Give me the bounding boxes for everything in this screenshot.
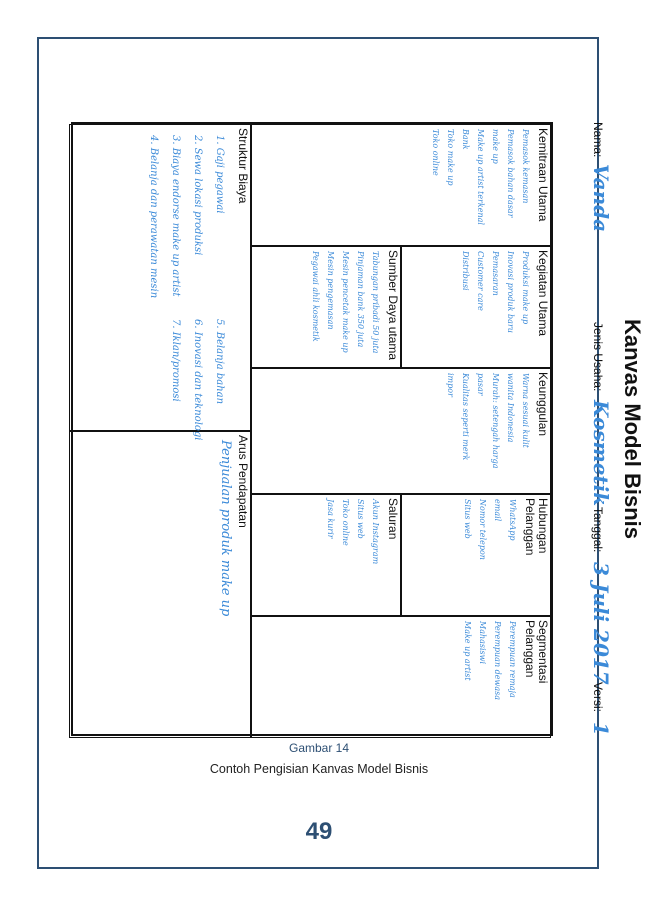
- canvas-grid: [71, 122, 553, 736]
- list-item: Pemasok kemasan: [521, 129, 530, 204]
- list-item: Customer care: [476, 251, 485, 311]
- list-item: Perempuan remaja: [508, 621, 517, 698]
- name-value: Vanda: [589, 164, 613, 233]
- list-item: Mesin pencetak make up: [341, 251, 350, 353]
- list-item: 7. Iklan/promosi: [170, 319, 181, 402]
- customer-relations-cell: [401, 494, 551, 616]
- key-partners-cell: [251, 124, 551, 246]
- list-item: Tabungan pribadi 50 juta: [371, 251, 380, 354]
- key-resources-heading: Sumber Daya utama: [386, 250, 400, 361]
- list-item: Kualitas seperti merk: [461, 373, 470, 461]
- list-item: impor: [446, 373, 455, 397]
- list-item: 3. Biaya endorse make up artist: [170, 135, 181, 297]
- business-value: Kosmetik: [589, 400, 613, 507]
- business-label: Jenis Usaha:: [591, 322, 605, 392]
- key-activities-heading: Kegiatan Utama: [536, 250, 550, 337]
- list-item: Nomor telepon: [478, 499, 487, 560]
- list-item: Inovasi produk baru: [506, 251, 515, 333]
- key-activities-cell: [401, 246, 551, 368]
- cost-list-left: [140, 131, 232, 302]
- list-item: Pegawai ahli kosmetik: [311, 251, 320, 342]
- list-item: Produksi make up: [521, 251, 530, 325]
- cost-structure-heading: Struktur Biaya: [236, 128, 250, 204]
- business-model-canvas: [71, 122, 645, 736]
- revenue-value: Penjualan produk make up: [218, 440, 233, 617]
- list-item: 4. Belanja dan perawatan mesin: [148, 135, 159, 299]
- list-item: Situs web: [463, 499, 472, 539]
- customer-segments-cell: [251, 616, 551, 738]
- page-number: 49: [305, 818, 333, 845]
- list-item: Murah: setengah harga: [491, 373, 500, 469]
- list-item: Pemasaran: [491, 251, 500, 296]
- list-item: pasar: [476, 373, 485, 396]
- list-item: wanita Indonesia: [506, 373, 515, 443]
- figure-caption: Contoh Pengisian Kanvas Model Bisnis: [209, 762, 429, 776]
- list-item: Bank: [461, 129, 470, 150]
- version-label: Versi:: [591, 682, 605, 713]
- list-item: 6. Inovasi dan teknologi: [192, 319, 203, 441]
- list-item: Perempuan dewasa: [493, 621, 502, 700]
- date-label: Tanggal:: [591, 507, 605, 553]
- list-item: Toko make up: [446, 129, 455, 186]
- list-item: Mahasiswi: [478, 621, 487, 665]
- version-value: 1: [589, 722, 613, 736]
- list-item: make up: [491, 129, 500, 164]
- cost-list-right: [162, 315, 232, 445]
- list-item: Make up artist terkenal: [476, 129, 485, 225]
- revenue-streams-cell: [69, 431, 251, 738]
- list-item: Toko online: [431, 129, 440, 176]
- list-item: WhatsApp: [508, 499, 517, 541]
- channels-heading: Saluran: [386, 498, 400, 540]
- list-item: email: [493, 499, 502, 522]
- list-item: Jasa kurir: [326, 499, 335, 539]
- cost-structure-cell: [69, 124, 251, 441]
- customer-segments-heading: Segmentasi Pelanggan: [523, 620, 550, 684]
- list-item: Warna sesuai kulit: [521, 373, 530, 448]
- customer-relations-heading: Hubungan Pelanggan: [523, 498, 550, 556]
- list-item: 5. Belanja bahan: [214, 319, 225, 405]
- list-item: Mesin pengemasan: [326, 251, 335, 330]
- list-item: Pemasok bahan dasar: [506, 129, 515, 218]
- canvas-header: [579, 122, 613, 736]
- list-item: Pinjaman bank 350 juta: [356, 251, 365, 348]
- revenue-streams-heading: Arus Pendapatan: [236, 435, 250, 528]
- canvas-title: Kanvas Model Bisnis: [620, 318, 645, 540]
- list-item: Make up artist: [463, 621, 472, 681]
- date-value: 3 Juli 2017: [589, 562, 613, 685]
- canvas-wrapper: [71, 122, 645, 736]
- value-proposition-cell: [251, 368, 551, 494]
- list-item: 1. Gaji pegawai: [214, 135, 225, 214]
- list-item: 2. Sewa lokasi produksi: [192, 135, 203, 256]
- figure-label: Gambar 14: [288, 741, 350, 755]
- name-label: Nama:: [591, 122, 605, 158]
- key-partners-heading: Kemitraan Utama: [536, 128, 550, 222]
- key-resources-cell: [251, 246, 401, 368]
- value-proposition-heading: Keunggulan: [536, 372, 550, 437]
- list-item: Akun Instagram: [371, 499, 380, 565]
- channels-cell: [251, 494, 401, 616]
- list-item: Toko online: [341, 499, 350, 546]
- list-item: Distribusi: [461, 251, 470, 291]
- list-item: Situs web: [356, 499, 365, 539]
